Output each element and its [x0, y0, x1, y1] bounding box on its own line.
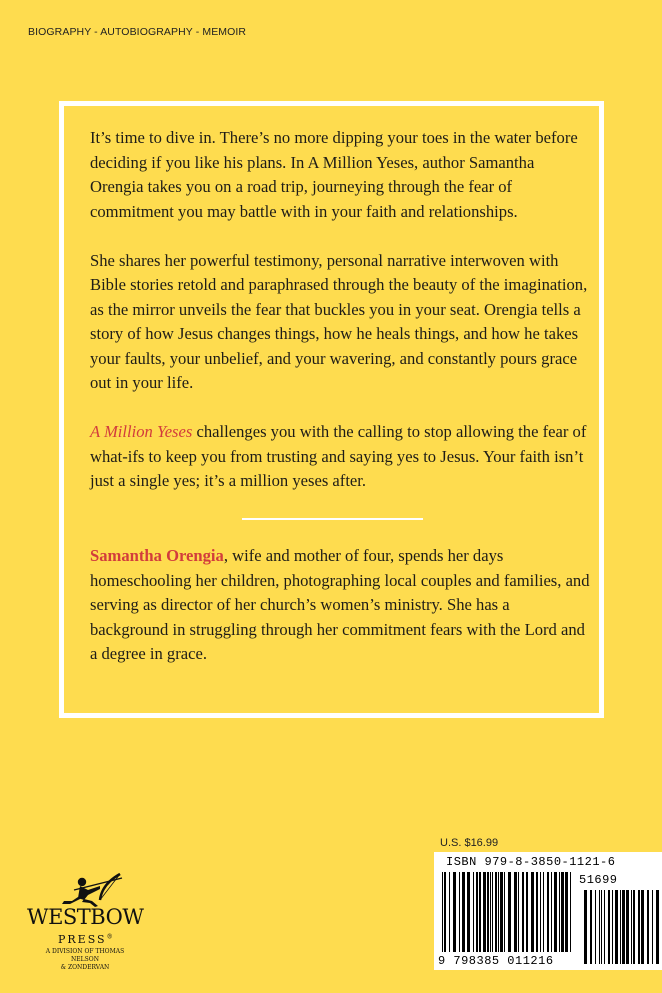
divider [242, 518, 423, 520]
author-name: Samantha Orengia [90, 546, 224, 565]
book-title: A Million Yeses [90, 422, 193, 441]
description-paragraph-1: It’s time to dive in. There’s no more dipping your toes in the water before deciding if you like his plans. In A Million Yeses, author Samantha Orengia takes you on a road trip, journeying through the fear of commitment you may battle with in your faith and relationships. [90, 128, 578, 221]
barcode-bars [434, 852, 662, 970]
description-paragraph-3 [90, 420, 590, 494]
barcode [434, 852, 662, 970]
publisher-press-text: PRESS [58, 933, 107, 946]
addon-code: 51699 [579, 873, 618, 887]
description-paragraph-2: She shares her powerful testimony, personal narrative interwoven with Bible stories retold and paraphrased through the beauty of the imagination, as the mirror unveils the fear that buckles you in your seat. Orengia tells a story of how Jesus changes things, how he heals things, and how he takes your faults, your unbelief, and your wavering, and constantly pours grace out in your life. [90, 250, 588, 392]
description-paragraph-3-text: challenges you with the calling to stop allowing the fear of what-ifs to keep you from trusting and saying yes to Jesus. Your faith isn’t just a single yes; it’s a million yeses after. [90, 422, 587, 490]
publisher-press [58, 933, 113, 946]
publisher-division [33, 948, 137, 972]
registered-mark: ® [106, 933, 113, 941]
description-text [90, 126, 590, 691]
publisher-division-line-2: & ZONDERVAN [60, 964, 110, 971]
isbn-text: ISBN 979-8-3850-1121-6 [446, 855, 616, 869]
publisher-name: WESTBOW [27, 905, 144, 929]
author-bio-text: , wife and mother of four, spends her days homeschooling her children, photographing local couples and families, and serving as director of her church’s women’s ministry. She has a background in struggling through her commitment fears with the Lord and a degree in grace. [90, 546, 590, 663]
author-bio [90, 544, 590, 667]
price: U.S. $16.99 [440, 837, 499, 849]
ean-code: 9 798385 011216 [438, 954, 554, 968]
genre-label: BIOGRAPHY - AUTOBIOGRAPHY - MEMOIR [28, 26, 247, 38]
publisher-division-line-1: A DIVISION OF THOMAS NELSON [45, 948, 125, 963]
